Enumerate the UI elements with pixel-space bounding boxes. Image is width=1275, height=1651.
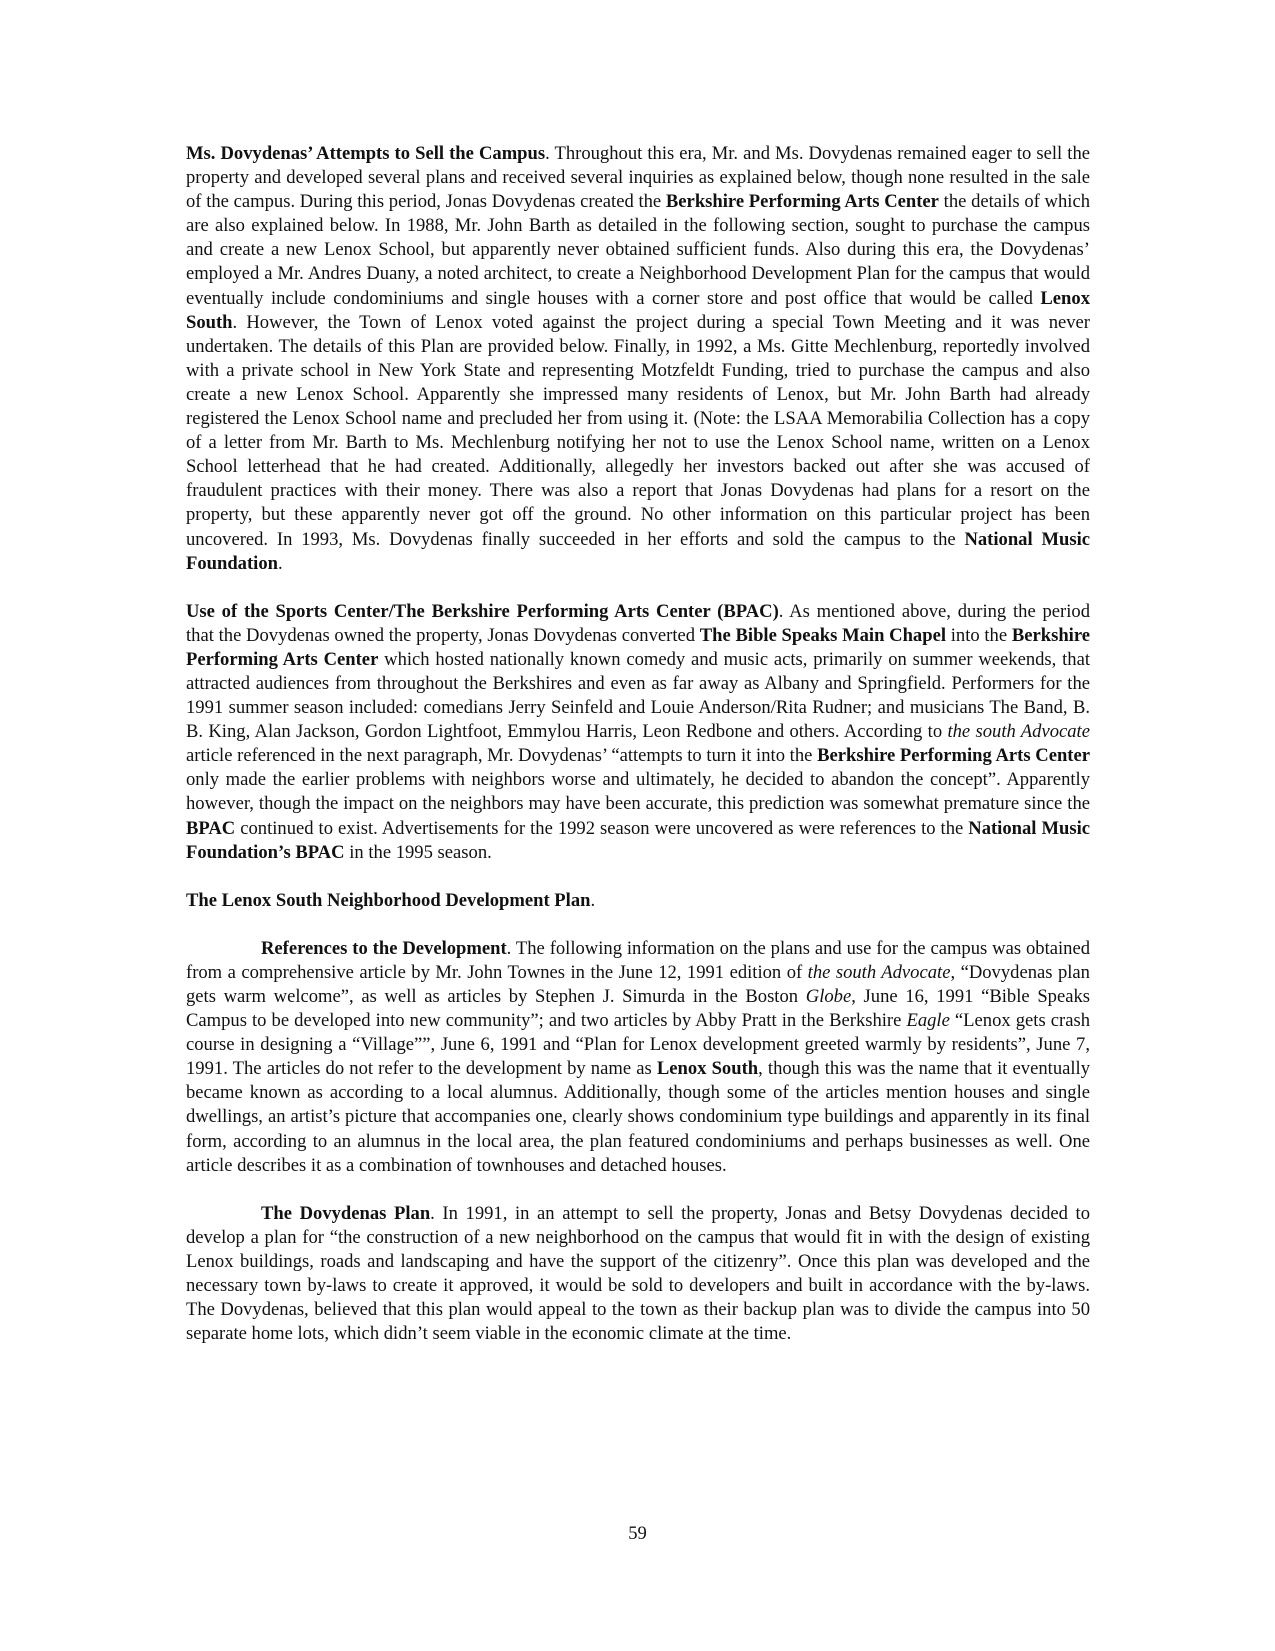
paragraph-lenox-south-heading: The Lenox South Neighborhood Development Plan.: [186, 889, 596, 911]
paragraph-sell-campus: Ms. Dovydenas’ Attempts to Sell the Campus. Throughout this era, Mr. and Ms. Dovydenas remained eager to sell the property and developed several plans and received several inquiries as explained below, though none resulted in the sale of the campus. During this period, Jonas Dovydenas created the Berkshire Performing Arts Center the details of which are also explained below. In 1988, Mr. John Barth as detailed in the following section, sought to purchase the campus and create a new Lenox School, but apparently never obtained sufficient funds. Also during this era, the Dovydenas’ employed a Mr. Andres Duany, a noted architect, to create a Neighborhood Development Plan for the campus that would eventually include condominiums and single houses with a corner store and post office that would be called Lenox South. However, the Town of Lenox voted against the project during a special Town Meeting and it was never undertaken. The details of this Plan are provided below. Finally, in 1992, a Ms. Gitte Mechlenburg, reportedly involved with a private school in New York State and representing Motzfeldt Funding, tried to purchase the campus and also create a new Lenox School. Apparently she impressed many residents of Lenox, but Mr. John Barth had already registered the Lenox School name and precluded her from using it. (Note: the LSAA Memorabilia Collection has a copy of a letter from Mr. Barth to Ms. Mechlenburg notifying her not to use the Lenox School name, written on a Lenox School letterhead that he had created. Additionally, allegedly her investors backed out after she was accused of fraudulent practices with their money. There was also a report that Jonas Dovydenas had plans for a resort on the property, but these apparently never got off the ground. No other information on this particular project has been uncovered. In 1993, Ms. Dovydenas finally succeeded in her efforts and sold the campus to the National Music Foundation.: [186, 143, 1090, 574]
paragraph-references: References to the Development. The following information on the plans and use for the campus was obtained from a comprehensive article by Mr. John Townes in the June 12, 1991 edition of the south Advocate, “Dovydenas plan gets warm welcome”, as well as articles by Stephen J. Simurda in the Boston Globe, June 16, 1991 “Bible Speaks Campus to be developed into new community”; and two articles by Abby Pratt in the Berkshire Eagle “Lenox gets crash course in designing a “Village””, June 6, 1991 and “Plan for Lenox development greeted warmly by residents”, June 7, 1991. The articles do not refer to the development by name as Lenox South, though this was the name that it eventually became known as according to a local alumnus. Additionally, though some of the articles mention houses and single dwellings, an artist’s picture that accompanies one, clearly shows condominium type buildings and apparently in its final form, according to an alumnus in the local area, the plan featured condominiums and perhaps businesses as well. One article describes it as a combination of townhouses and detached houses.: [186, 937, 1091, 1176]
section-heading: Use of the Sports Center/The Berkshire Performing Arts Center (BPAC): [186, 600, 779, 622]
section-heading: Ms. Dovydenas’ Attempts to Sell the Campus: [186, 143, 546, 164]
page-number: 59: [628, 1523, 647, 1544]
paragraph-bpac: Use of the Sports Center/The Berkshire Performing Arts Center (BPAC). As mentioned above, during the period that the Dovydenas owned the property, Jonas Dovydenas converted The Bible Speaks Main Chapel into the Berkshire Performing Arts Center which hosted nationally known comedy and music acts, primarily on summer weekends, that attracted audiences from throughout the Berkshires and even as far away as Albany and Springfield. Performers for the 1991 summer season included: comedians Jerry Seinfeld and Louie Anderson/Rita Rudner; and musicians The Band, B. B. King, Alan Jackson, Gordon Lightfoot, Emmylou Harris, Leon Redbone and others. According to the south Advocate article referenced in the next paragraph, Mr. Dovydenas’ “attempts to turn it into the Berkshire Performing Arts Center only made the earlier problems with neighbors worse and ultimately, he decided to abandon the concept”. Apparently however, though the impact on the neighbors may have been accurate, this prediction was somewhat premature since the BPAC continued to exist. Advertisements for the 1992 season were uncovered as were references to the National Music Foundation’s BPAC in the 1995 season.: [186, 600, 1091, 863]
subsection-heading: The Dovydenas Plan: [261, 1202, 431, 1224]
document-body: [186, 142, 1090, 1346]
section-heading: The Lenox South Neighborhood Development Plan: [186, 889, 591, 911]
paragraph-dovydenas-plan: The Dovydenas Plan. In 1991, in an attempt to sell the property, Jonas and Betsy Dovydenas decided to develop a plan for “the construction of a new neighborhood on the campus that would fit in with the design of existing Lenox buildings, roads and landscaping and have the support of the citizenry”. Once this plan was developed and the necessary town by-laws to create it approved, it would be sold to developers and built in accordance with the by-laws. The Dovydenas, believed that this plan would appeal to the town as their backup plan was to divide the campus into 50 separate home lots, which didn’t seem viable in the economic climate at the time.: [186, 1202, 1090, 1345]
subsection-heading: References to the Development: [261, 937, 507, 959]
